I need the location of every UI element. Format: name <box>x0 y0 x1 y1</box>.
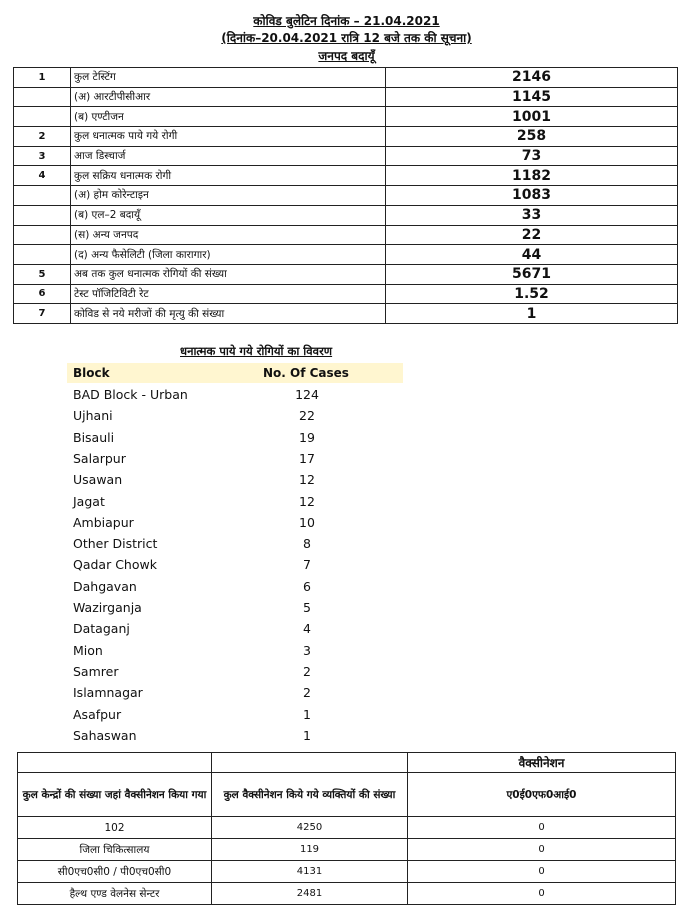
row-label: (ब) एल–2 बदायूँ <box>71 205 386 225</box>
bulletin-title: कोविड बुलेटिन दिनांक – 21.04.2021 <box>253 14 440 28</box>
block-cases: 3 <box>303 642 311 658</box>
row-label: कुल सक्रिय धनात्मक रोगी <box>71 166 386 186</box>
block-name: Jagat <box>73 493 105 509</box>
block-cases: 1 <box>303 727 311 743</box>
block-row <box>67 470 403 491</box>
summary-row <box>14 146 678 166</box>
block-row <box>67 598 403 619</box>
block-cases: 2 <box>303 663 311 679</box>
block-row <box>67 619 403 640</box>
row-number <box>14 186 71 206</box>
block-cases: 6 <box>303 578 311 594</box>
row-value: 1 <box>386 304 678 324</box>
row-value: 2146 <box>386 68 678 88</box>
summary-row <box>14 284 678 304</box>
row-label: (अ) आरटीपीसीआर <box>71 87 386 107</box>
block-cases: 19 <box>299 429 315 445</box>
centers-cell: जिला चिकित्सालय <box>18 839 212 861</box>
row-value: 1145 <box>386 87 678 107</box>
block-cases: 4 <box>303 621 311 637</box>
block-name: Qadar Chowk <box>73 557 157 573</box>
row-label: (ब) एण्टीजन <box>71 107 386 127</box>
cases-column-header: No. Of Cases <box>263 366 349 380</box>
row-number <box>14 87 71 107</box>
summary-row <box>14 205 678 225</box>
block-name: Ujhani <box>73 408 113 424</box>
block-row <box>67 705 403 726</box>
summary-row <box>14 186 678 206</box>
block-row <box>67 641 403 662</box>
bulletin-subtitle: (दिनांक–20.04.2021 रात्रि 12 बजे तक की सूचना) <box>221 31 472 45</box>
block-column-header: Block <box>73 366 110 380</box>
block-name: Sahaswan <box>73 727 137 743</box>
vaccinated-cell: 4131 <box>212 861 408 883</box>
row-number: 5 <box>14 264 71 284</box>
row-value: 1.52 <box>386 284 678 304</box>
block-row <box>67 385 403 406</box>
centers-cell: सी0एच0सी0 / पी0एच0सी0 <box>18 861 212 883</box>
row-value: 33 <box>386 205 678 225</box>
block-row <box>67 449 403 470</box>
vaccination-row <box>18 817 676 839</box>
row-value: 5671 <box>386 264 678 284</box>
summary-row <box>14 107 678 127</box>
row-number <box>14 225 71 245</box>
block-section-title: धनात्मक पाये गये रोगियों का विवरण <box>180 344 333 358</box>
row-number: 6 <box>14 284 71 304</box>
row-value: 258 <box>386 127 678 147</box>
block-table-header <box>67 363 403 383</box>
row-value: 1001 <box>386 107 678 127</box>
block-name: Wazirganja <box>73 600 142 615</box>
block-row <box>67 406 403 427</box>
row-number <box>14 205 71 225</box>
aefi-column-header: ए0ई0एफ0आई0 <box>408 773 676 817</box>
block-name: Samrer <box>73 663 119 679</box>
vaccinated-cell: 119 <box>212 839 408 861</box>
block-row <box>67 662 403 683</box>
aefi-cell: 0 <box>408 883 676 905</box>
block-cases: 5 <box>303 600 311 615</box>
row-value: 73 <box>386 146 678 166</box>
aefi-cell: 0 <box>408 861 676 883</box>
block-name: Usawan <box>73 472 123 488</box>
row-label: (स) अन्य जनपद <box>71 225 386 245</box>
block-cases: 10 <box>299 514 315 530</box>
summary-table <box>13 67 678 324</box>
block-name: Bisauli <box>73 429 115 445</box>
vaccination-title: वैक्सीनेशन <box>408 753 676 773</box>
row-number: 4 <box>14 166 71 186</box>
row-label: कुल धनात्मक पाये गये रोगी <box>71 127 386 147</box>
block-name: Other District <box>73 536 158 552</box>
vaccination-row <box>18 839 676 861</box>
block-cases: 17 <box>299 450 315 466</box>
row-number <box>14 107 71 127</box>
row-value: 44 <box>386 245 678 265</box>
block-name: Dataganj <box>73 621 130 637</box>
summary-row <box>14 68 678 88</box>
row-number <box>14 245 71 265</box>
row-label: कोविड से नये मरीजों की मृत्यु की संख्या <box>71 304 386 324</box>
block-row <box>67 492 403 513</box>
summary-row <box>14 166 678 186</box>
centers-cell: हैल्थ एण्ड वेलनेस सेन्टर <box>18 883 212 905</box>
vaccinated-cell: 4250 <box>212 817 408 839</box>
row-label: (द) अन्य फैसेलिटी (जिला कारागार) <box>71 245 386 265</box>
block-name: Salarpur <box>73 450 126 466</box>
row-label: आज डिस्चार्ज <box>71 146 386 166</box>
centers-cell: 102 <box>18 817 212 839</box>
block-name: Mion <box>73 642 103 658</box>
row-number: 2 <box>14 127 71 147</box>
block-cases: 1 <box>303 706 311 722</box>
vaccination-row <box>18 861 676 883</box>
summary-row <box>14 87 678 107</box>
block-name: Asafpur <box>73 706 122 722</box>
block-name: Dahgavan <box>73 578 137 594</box>
summary-row <box>14 225 678 245</box>
vaccinated-column-header: कुल वैक्सीनेशन किये गये व्यक्तियों की संख्या <box>212 773 408 817</box>
block-row <box>67 555 403 576</box>
vaccination-row <box>18 883 676 905</box>
block-name: BAD Block - Urban <box>73 387 188 402</box>
block-row <box>67 683 403 704</box>
row-label: कुल टेस्टिंग <box>71 68 386 88</box>
summary-row <box>14 304 678 324</box>
block-row <box>67 513 403 534</box>
row-value: 1182 <box>386 166 678 186</box>
block-row <box>67 428 403 449</box>
row-number: 1 <box>14 68 71 88</box>
row-label: अब तक कुल धनात्मक रोगियों की संख्या <box>71 264 386 284</box>
block-cases: 2 <box>303 685 311 701</box>
vaccination-table <box>17 752 676 905</box>
block-name: Ambiapur <box>73 514 134 530</box>
district-name: जनपद बदायूँ <box>318 49 375 63</box>
block-cases: 124 <box>295 387 319 402</box>
row-value: 22 <box>386 225 678 245</box>
row-label: टेस्ट पॉजिटिविटी रेट <box>71 284 386 304</box>
summary-row <box>14 245 678 265</box>
block-row <box>67 577 403 598</box>
row-value: 1083 <box>386 186 678 206</box>
summary-row <box>14 264 678 284</box>
block-row <box>67 726 403 747</box>
block-cases: 12 <box>299 493 315 509</box>
block-name: Islamnagar <box>73 685 143 701</box>
block-cases: 7 <box>303 557 311 573</box>
block-row <box>67 534 403 555</box>
summary-row <box>14 127 678 147</box>
centers-column-header: कुल केन्द्रों की संख्या जहां वैक्सीनेशन किया गया <box>18 773 212 817</box>
aefi-cell: 0 <box>408 839 676 861</box>
row-number: 7 <box>14 304 71 324</box>
vaccinated-cell: 2481 <box>212 883 408 905</box>
block-cases: 12 <box>299 472 315 488</box>
block-cases: 8 <box>303 536 311 552</box>
aefi-cell: 0 <box>408 817 676 839</box>
row-number: 3 <box>14 146 71 166</box>
block-cases: 22 <box>299 408 315 424</box>
row-label: (अ) होम कोरेन्टाइन <box>71 186 386 206</box>
